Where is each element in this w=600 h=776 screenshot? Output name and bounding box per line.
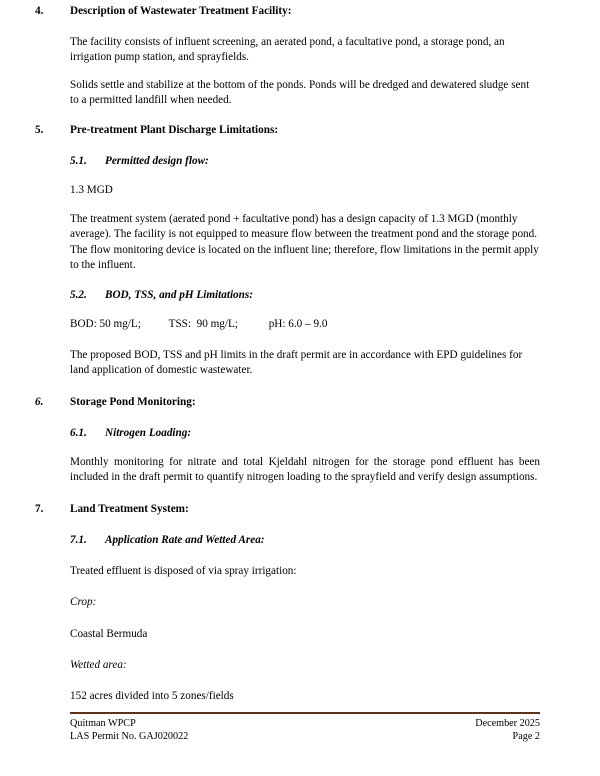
subsection-title-6-1: Nitrogen Loading:: [105, 426, 192, 439]
value-crop: Coastal Bermuda: [70, 627, 148, 640]
section-number-6: 6.: [35, 395, 44, 408]
footer-right-block: [475, 717, 540, 743]
paragraph-solids: Solids settle and stabilize at the bottom of the ponds. Ponds will be dredged and dewatered sludge sent to a permitted landfill when needed.: [70, 78, 530, 107]
subsection-number-6-1: 6.1.: [70, 426, 87, 439]
section-heading-7: [0, 502, 600, 517]
paragraph-proposed-limits: The proposed BOD, TSS and pH limits in the draft permit are in accordance with EPD guidelines for land application of domestic wastewater.: [70, 349, 523, 377]
section-title-7: Land Treatment System:: [70, 502, 189, 515]
footer-page-number: Page 2: [512, 731, 540, 742]
section-number-4: 4.: [35, 5, 44, 17]
section-title-4: Description of Wastewater Treatment Facility:: [70, 5, 292, 17]
subsection-title-5-2: BOD, TSS, and pH Limitations:: [105, 288, 253, 301]
subsection-heading-5-2: [0, 288, 600, 303]
paragraph-treated-effluent: Treated effluent is disposed of via spray irrigation:: [70, 564, 297, 577]
footer-facility-name: Quitman WPCP: [70, 718, 136, 729]
page-footer: [70, 712, 540, 743]
footer-left-block: [70, 717, 188, 743]
subsection-heading-6-1: [0, 426, 600, 441]
label-wetted-area: Wetted area:: [70, 658, 127, 671]
subsection-number-5-2: 5.2.: [70, 288, 87, 301]
section-number-5: 5.: [35, 123, 44, 136]
subsection-title-5-1: Permitted design flow:: [105, 154, 209, 167]
section-title-6: Storage Pond Monitoring:: [70, 395, 196, 408]
footer-date: December 2025: [475, 718, 540, 729]
section-title-5: Pre-treatment Plant Discharge Limitations:: [70, 123, 279, 136]
paragraph-nitrogen-monitoring: Monthly monitoring for nitrate and total Kjeldahl nitrogen for the storage pond effluent has been included in the draft permit to quantify nitrogen loading to the sprayfield and verify design assumptions.: [70, 455, 540, 484]
footer-divider: [70, 712, 540, 714]
section-number-7: 7.: [35, 502, 44, 515]
subsection-heading-5-1: [0, 154, 600, 169]
section-heading-4: [0, 4, 600, 19]
subsection-title-7-1: Application Rate and Wetted Area:: [105, 533, 265, 546]
subsection-number-7-1: 7.1.: [70, 533, 87, 546]
paragraph-treatment-system: The treatment system (aerated pond + facultative pond) has a design capacity of 1.3 MGD (monthly average). The facility is not equipped to measure flow between the treatment pond and the storage pond. The flow monitoring device is located on the influent line; therefore, flow limitations in the permit apply to the influent.: [70, 213, 539, 272]
limits-line: BOD: 50 mg/L; TSS: 90 mg/L; pH: 6.0 – 9.0: [70, 317, 328, 330]
label-crop: Crop:: [70, 596, 97, 609]
value-wetted-area: 152 acres divided into 5 zones/fields: [70, 690, 234, 703]
subsection-heading-7-1: [0, 533, 600, 548]
value-design-flow: 1.3 MGD: [70, 183, 113, 196]
subsection-number-5-1: 5.1.: [70, 154, 87, 167]
section-heading-5: [0, 123, 600, 138]
section-heading-6: [0, 395, 600, 410]
paragraph-facility-description: The facility consists of influent screening, an aerated pond, a facultative pond, a storage pond, an irrigation pump station, and sprayfields.: [70, 36, 505, 64]
footer-permit-number: LAS Permit No. GAJ020022: [70, 731, 189, 742]
